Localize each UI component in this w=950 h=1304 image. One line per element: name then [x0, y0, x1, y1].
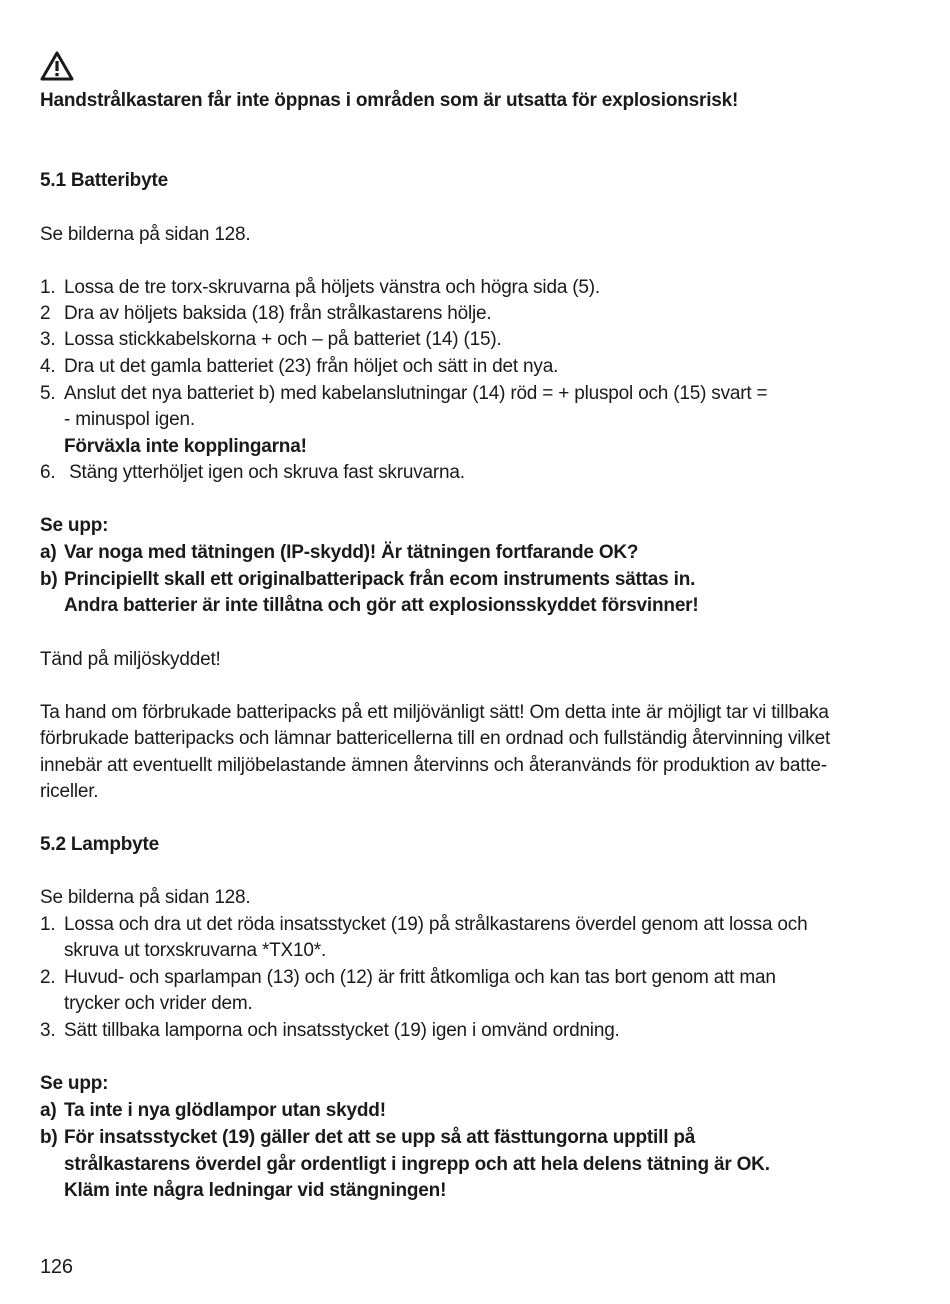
see-pictures-note: Se bilderna på sidan 128.	[40, 224, 251, 245]
caution-label: a)	[40, 542, 57, 563]
caution-label: b)	[40, 569, 58, 590]
caution-text-continued: Kläm inte några ledningar vid stängningen!	[64, 1180, 447, 1201]
warning-triangle-icon	[40, 50, 74, 82]
caution-text-continued: strålkastarens överdel går ordentligt i ingrepp och att hela delens tätning är OK.	[64, 1154, 770, 1175]
step-number: 2	[40, 303, 51, 324]
step-text-continued: trycker och vrider dem.	[64, 993, 253, 1014]
step-text: Stäng ytterhöljet igen och skruva fast skruvarna.	[64, 462, 465, 483]
step-text-continued: skruva ut torxskruvarna *TX10*.	[64, 940, 327, 961]
environment-title: Tänd på miljöskyddet!	[40, 649, 221, 670]
step-number: 3.	[40, 1020, 56, 1041]
caution-title: Se upp:	[40, 1073, 109, 1094]
caution-text: För insatsstycket (19) gäller det att se upp så att fästtungorna upptill på	[64, 1127, 696, 1148]
paragraph-line: riceller.	[40, 781, 99, 802]
caution-text: Ta inte i nya glödlampor utan skydd!	[64, 1100, 386, 1121]
section-heading-battery: 5.1 Batteribyte	[40, 170, 168, 191]
caution-title: Se upp:	[40, 515, 109, 536]
caution-text: Principiellt skall ett originalbatteripack från ecom instruments sättas in.	[64, 569, 696, 590]
step-number: 3.	[40, 329, 56, 350]
section-heading-lamp: 5.2 Lampbyte	[40, 834, 160, 855]
paragraph-line: innebär att eventuellt miljöbelastande ämnen återvinns och återanvänds för produktion av batte-	[40, 755, 827, 776]
step-text: Huvud- och sparlampan (13) och (12) är fritt åtkomliga och kan tas bort genom att man	[64, 967, 776, 988]
caution-text: Var noga med tätningen (IP-skydd)! Är tätningen fortfarande OK?	[64, 542, 639, 563]
step-number: 1.	[40, 277, 56, 298]
step-text: Sätt tillbaka lamporna och insatsstycket (19) igen i omvänd ordning.	[64, 1020, 620, 1041]
step-text: Lossa och dra ut det röda insatsstycket (19) på strålkastarens överdel genom att lossa och	[64, 914, 808, 935]
step-text: Lossa stickkabelskorna + och – på batteriet (14) (15).	[64, 329, 502, 350]
step-text: Dra ut det gamla batteriet (23) från höljet och sätt in det nya.	[64, 356, 559, 377]
step-number: 6.	[40, 462, 56, 483]
step-text: Lossa de tre torx-skruvarna på höljets vänstra och högra sida (5).	[64, 277, 600, 298]
explosion-warning: Handstrålkastaren får inte öppnas i områden som är utsatta för explosionsrisk!	[40, 90, 739, 111]
caution-label: a)	[40, 1100, 57, 1121]
step-note: Förväxla inte kopplingarna!	[64, 436, 307, 457]
step-number: 4.	[40, 356, 56, 377]
caution-text-continued: Andra batterier är inte tillåtna och gör att explosionsskyddet försvinner!	[64, 595, 699, 616]
step-number: 1.	[40, 914, 56, 935]
paragraph-line: Ta hand om förbrukade batteripacks på ett miljövänligt sätt! Om detta inte är möjligt tar vi tillbaka	[40, 702, 829, 723]
paragraph-line: förbrukade batteripacks och lämnar battericellerna till en ordnad och fullständig återvinning vilket	[40, 728, 831, 749]
see-pictures-note: Se bilderna på sidan 128.	[40, 887, 251, 908]
step-text: Anslut det nya batteriet b) med kabelanslutningar (14) röd = + pluspol och (15) svart =	[64, 383, 768, 404]
step-number: 5.	[40, 383, 56, 404]
step-number: 2.	[40, 967, 56, 988]
page-number: 126	[40, 1256, 73, 1278]
step-text: Dra av höljets baksida (18) från strålkastarens hölje.	[64, 303, 492, 324]
caution-label: b)	[40, 1127, 58, 1148]
step-text-continued: - minuspol igen.	[64, 409, 195, 430]
